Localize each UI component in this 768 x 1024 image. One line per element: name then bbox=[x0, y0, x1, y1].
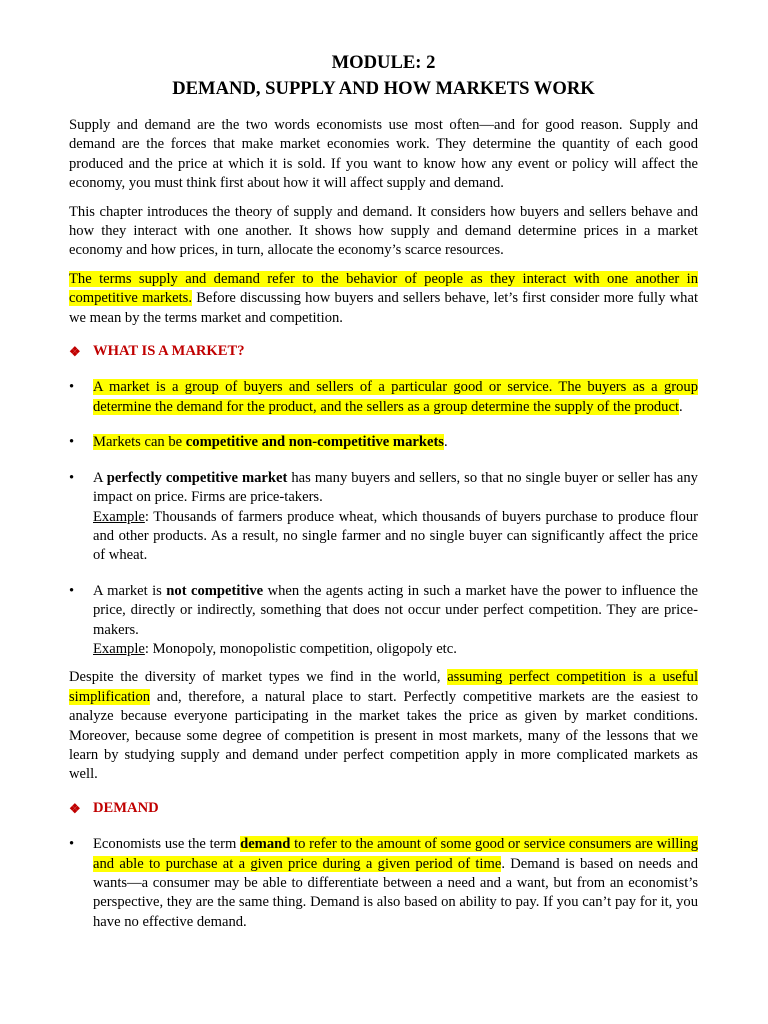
market-bullet-list bbox=[69, 378, 698, 659]
intro-paragraph-3 bbox=[69, 270, 698, 328]
list-item-text: . Demand is based on needs and wants—a consumer may be able to differentiate between a need and a want, but from an economist’s perspective, they are the same thing. Demand is also based on ability to pay. If you can’t pay for it, you have no effective demand. bbox=[93, 855, 698, 930]
list-item bbox=[69, 469, 698, 566]
highlighted-text: assuming perfect competition is a useful simplification bbox=[69, 669, 698, 705]
bullet-icon: • bbox=[69, 379, 75, 396]
paragraph-text: Despite the diversity of market types we find in the world, bbox=[69, 669, 448, 686]
paragraph-text: and, therefore, a natural place to start. Perfectly competitive markets are the easiest to analyze because everyone participating in the market takes the price as given by market conditions. Moreover, because some degree of competition is present in most markets, many of the lessons that we learn by studying supply and demand under perfect competition apply in more complicated markets as well. bbox=[69, 688, 698, 783]
bullet-icon: • bbox=[69, 469, 75, 486]
example-label: Example bbox=[93, 640, 145, 657]
example-text: : Thousands of farmers produce wheat, which thousands of buyers purchase to produce flour and other products. As a result, no single farmer and no single buyer can significantly affect the price of wheat. bbox=[93, 508, 698, 564]
bullet-icon: • bbox=[69, 582, 75, 599]
diversity-paragraph bbox=[69, 668, 698, 784]
demand-bullet-list bbox=[69, 835, 698, 932]
list-item bbox=[69, 582, 698, 660]
paragraph-text: Before discussing how buyers and sellers behave, let’s first consider more fully what we mean by the terms market and competition. bbox=[69, 290, 698, 326]
bullet-icon: • bbox=[69, 836, 75, 853]
highlighted-text: Markets can be bbox=[93, 434, 186, 451]
section-heading-market bbox=[69, 342, 698, 361]
list-item bbox=[69, 835, 698, 932]
list-item-text: has many buyers and sellers, so that no single buyer or seller has any impact on price. Firms are price-takers. bbox=[93, 469, 698, 506]
highlighted-text: A market is a group of buyers and sellers of a particular good or service. The buyers as a group determine the demand for the product, and the sellers as a group determine the supply of the product bbox=[93, 379, 698, 415]
highlighted-text: to refer to the amount of some good or service consumers are willing and able to purchase at a given price during a given period of time bbox=[93, 836, 698, 872]
list-item-text: . bbox=[679, 398, 683, 415]
section-heading-demand bbox=[69, 799, 698, 818]
diamond-bullet-icon: ❖ bbox=[69, 800, 81, 816]
list-item-text: A market is bbox=[93, 582, 167, 599]
example-text: : Monopoly, monopolistic competition, oligopoly etc. bbox=[144, 640, 457, 657]
highlighted-bold-text: competitive and non-competitive markets bbox=[185, 434, 444, 451]
section-heading-text: WHAT IS A MARKET? bbox=[93, 343, 245, 360]
list-item bbox=[69, 433, 698, 452]
highlighted-text: The terms supply and demand refer to the behavior of people as they interact with one another in competitive markets. bbox=[69, 270, 698, 307]
bold-term: perfectly competitive market bbox=[106, 469, 288, 486]
highlighted-bold-text: demand bbox=[240, 836, 291, 853]
document-page bbox=[69, 50, 698, 948]
module-title: MODULE: 2 bbox=[331, 52, 436, 73]
diamond-bullet-icon: ❖ bbox=[69, 344, 81, 360]
list-item-text: when the agents acting in such a market have the power to influence the price, directly or indirectly, something that does not occur under perfect competition. They are price-makers. bbox=[93, 582, 699, 638]
chapter-title: DEMAND, SUPPLY AND HOW MARKETS WORK bbox=[172, 78, 595, 99]
list-item bbox=[69, 378, 698, 417]
section-heading-text: DEMAND bbox=[93, 799, 159, 816]
bold-term: not competitive bbox=[166, 582, 264, 599]
list-item-text: Economists use the term bbox=[93, 836, 241, 853]
intro-paragraph-1: Supply and demand are the two words economists use most often—and for good reason. Supply and demand are the forces that make market economies work. They determine the quantity of each good produced and the price at which it is sold. If you want to know how any event or policy will affect the economy, you must think first about how it will affect supply and demand. bbox=[69, 117, 698, 192]
list-item-text: A bbox=[93, 469, 107, 486]
example-label: Example bbox=[93, 508, 145, 525]
list-item-text: . bbox=[443, 434, 448, 451]
intro-paragraph-2: This chapter introduces the theory of supply and demand. It considers how buyers and sellers behave and how they interact with one another. It shows how supply and demand determine prices in a market economy and how prices, in turn, allocate the economy’s scarce resources. bbox=[69, 203, 698, 259]
bullet-icon: • bbox=[69, 434, 75, 451]
